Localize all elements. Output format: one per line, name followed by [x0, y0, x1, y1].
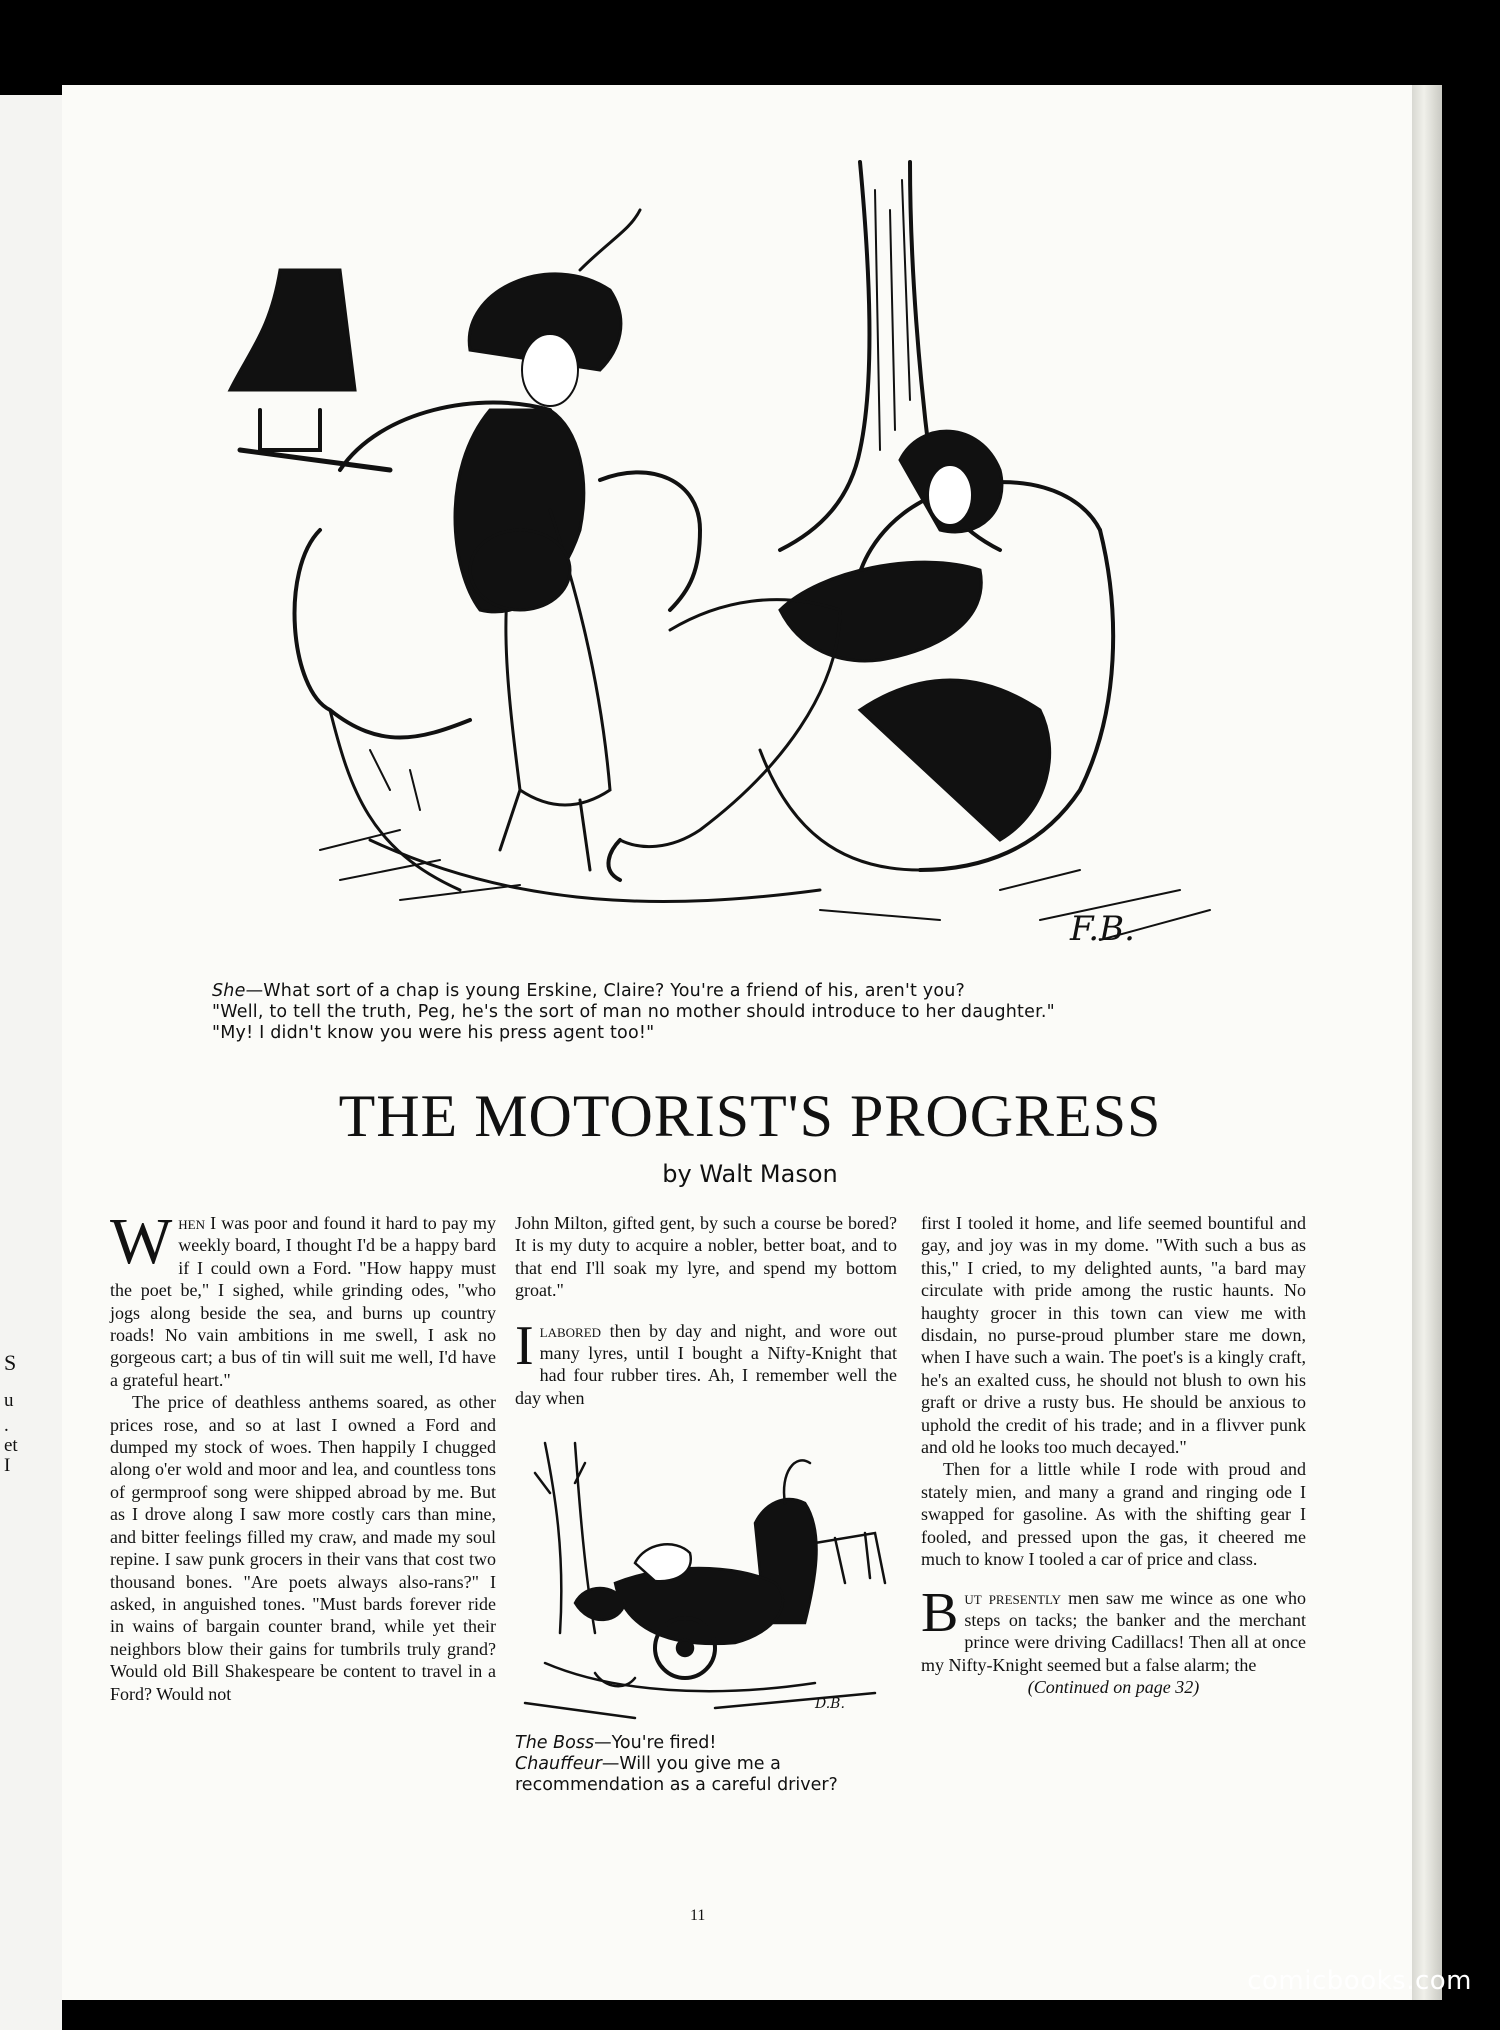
- caption-speaker: The Boss: [515, 1732, 595, 1753]
- two-women-in-armchairs-drawing: [220, 150, 1220, 970]
- paragraph: Then for a little while I rode with proud and stately mien, and many a grand and ringing ode I swapped for gasoline. As with the shifting gear I fooled, and pressed upon the gas, it cheered me much to know I tooled a car of price and class.: [921, 1459, 1306, 1570]
- page-number: 11: [690, 1907, 706, 1924]
- continued-note: (Continued on page 32): [1027, 1677, 1200, 1698]
- article-column-1: [110, 1205, 496, 1705]
- small-caps-lead: ut presently: [964, 1587, 1062, 1608]
- paragraph-text: I was poor and found it hard to pay my weekly board, I thought I'd be a happy bard if I could own a Ford. "How happy must the poet be," I sighed, while grinding odes, "who jogs along beside the sea, and burns up country roads! No vain ambitions in me swell, I ask no gorgeous cart; a bus of tin will suit me well, I'd have a grateful heart.": [110, 1213, 496, 1390]
- drop-cap: B: [921, 1581, 959, 1644]
- caption-line: —What sort of a chap is young Erskine, Claire? You're a friend of his, aren't you?: [245, 981, 966, 1001]
- paragraph: The price of deathless anthems soared, as other prices rose, and so at last I owned a Ford and dumped my stock of woes. Then happily I chugged along o'er wold and moor and lea, and countless tons of germproof song were shipped abroad by me. But as I drove along I saw more costly cars than mine, and bitter feelings filled my craw, and made my soul repine. I saw punk grocers in their vans that cost two thousand bones. "Are poets always also-rans?" I asked, in anguished tones. "Must bards forever ride in wains of bargain counter brand, while yet their neighbors blow their gains for tumbrils truly grand? Would old Bill Shakespeare be content to travel in a Ford? Would not: [110, 1392, 496, 1704]
- facing-page-fragment: u: [4, 1390, 14, 1411]
- caption-speaker: She: [212, 981, 246, 1001]
- paragraph: first I tooled it home, and life seemed bountiful and gay, and joy was in my dome. "With such a bus as this," I cried, to my delighted aunts, "a bard may circulate with pride among the rustic haunts. No haughty grocer in this town can view me with disdain, no purse-proud plumber stare me down, when I have such a wain. The poet's is a kingly craft, he's an exalted cuss, he should not blush to own his graft or drive a rusty bus. He should be anxious to uphold the credit of his trade; and in a flivver punk and old he looks too much decayed.": [921, 1213, 1306, 1458]
- article-column-3: [921, 1212, 1306, 1699]
- facing-page-fragment: I: [4, 1455, 11, 1476]
- caption-line: "Well, to tell the truth, Peg, he's the sort of man no mother should introduce to her daughter.": [212, 1002, 1055, 1022]
- paragraph: John Milton, gifted gent, by such a course be bored? It is my duty to acquire a nobler, better boat, and to that end I'll soak my lyre, and spend my bottom groat.": [515, 1213, 897, 1301]
- paragraph-text: then by day and night, and wore out many lyres, until I bought a Nifty-Knight that had four rubber tires. Ah, I remember well the day when: [515, 1320, 897, 1408]
- article-title: THE MOTORIST'S PROGRESS: [338, 1083, 1162, 1149]
- caption-line: —You're fired!: [594, 1732, 717, 1753]
- facing-page-edge: [0, 95, 62, 2030]
- page-edge: [1412, 85, 1442, 2000]
- svg-text:D.B.: D.B.: [815, 1696, 845, 1713]
- facing-page-fragment: .: [4, 1415, 9, 1436]
- article-column-2: [515, 1212, 897, 1796]
- facing-page-fragment: S: [4, 1350, 17, 1375]
- article-byline: by Walt Mason: [662, 1160, 838, 1188]
- paragraph: [515, 1314, 897, 1410]
- caption-speaker: Chauffeur: [515, 1753, 602, 1774]
- car-crash-drawing: [515, 1433, 897, 1721]
- paragraph: [921, 1581, 1306, 1677]
- site-watermark: comicbooks.com: [1247, 1966, 1472, 1996]
- small-caps-lead: labored: [539, 1320, 602, 1341]
- drop-cap: W: [110, 1205, 173, 1278]
- figure-caption: [515, 1733, 897, 1796]
- drop-cap: I: [515, 1314, 534, 1377]
- artist-signature: F.B.: [1070, 909, 1135, 949]
- small-caps-lead: hen: [178, 1213, 206, 1233]
- caption-line: "My! I didn't know you were his press agent too!": [212, 1023, 655, 1043]
- facing-page-fragment: et: [4, 1435, 18, 1456]
- paragraph-text: men saw me wince as one who steps on tacks; the banker and the merchant prince were driving Cadillacs! Then all at once my Nifty-Knight seemed but a false alarm; the: [921, 1587, 1306, 1675]
- caption-line: —Will you give me a recommendation as a careful driver?: [515, 1753, 838, 1795]
- illustration-caption: [212, 981, 1272, 1044]
- paragraph: [110, 1205, 496, 1391]
